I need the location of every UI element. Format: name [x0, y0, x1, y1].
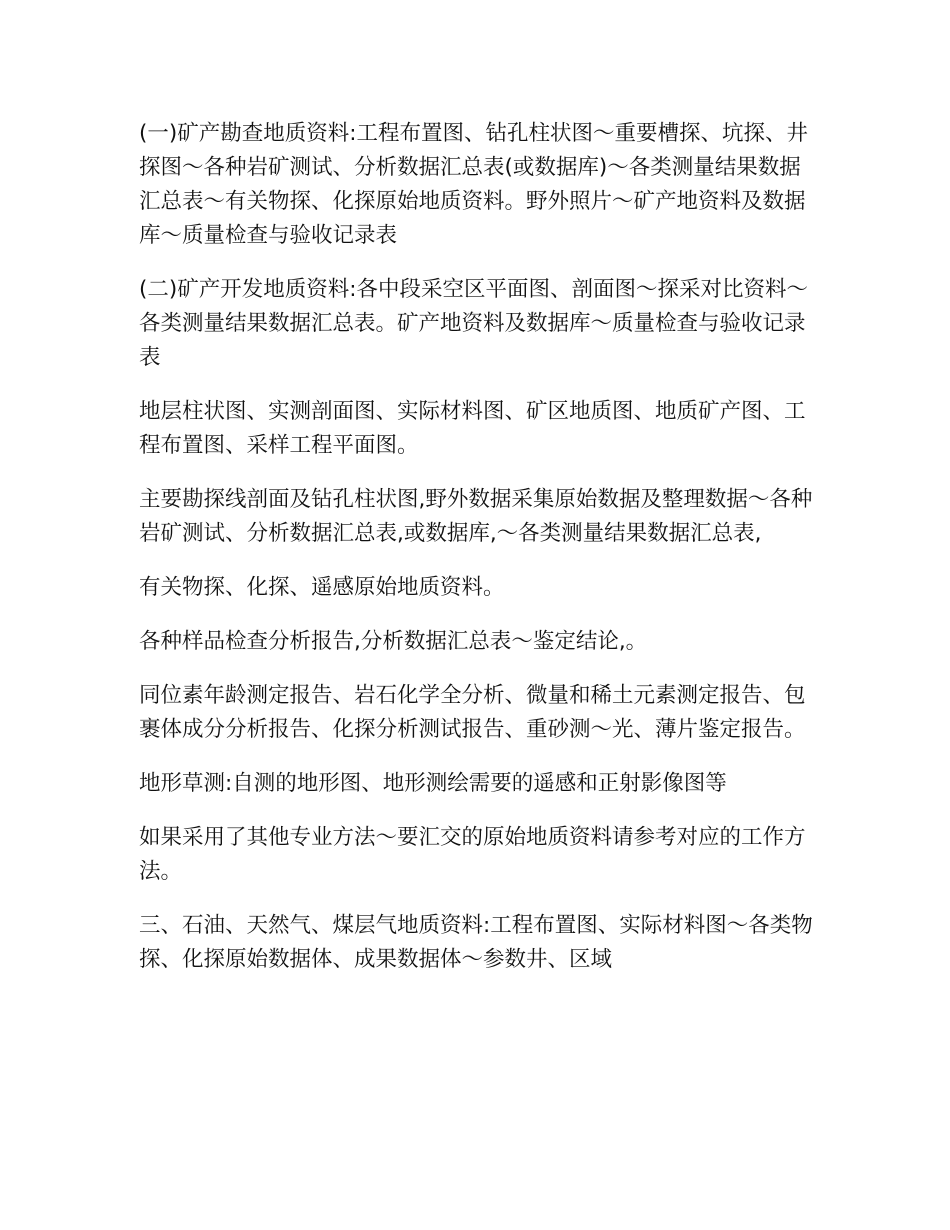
document-body	[139, 117, 819, 997]
paragraph-sample-reports: 各种样品检查分析报告,分析数据汇总表～鉴定结论,。	[139, 629, 648, 654]
paragraph-analysis-reports: 同位素年龄测定报告、岩石化学全分析、微量和稀土元素测定报告、包裹体成分分析报告、化探分析测试报告、重砂测～光、薄片鉴定报告。	[139, 683, 806, 742]
paragraph-other-methods: 如果采用了其他专业方法～要汇交的原始地质资料请参考对应的工作方法。	[139, 825, 806, 884]
paragraph-maps: 地层柱状图、实测剖面图、实际材料图、矿区地质图、地质矿产图、工程布置图、采样工程平面图。	[139, 399, 806, 458]
paragraph-terrain-survey: 地形草测:自测的地形图、地形测绘需要的遥感和正射影像图等	[139, 771, 727, 796]
paragraph-mineral-development: (二)矿产开发地质资料:各中段采空区平面图、剖面图～探采对比资料～各类测量结果数据汇总表。矿产地资料及数据库～质量检查与验收记录表	[139, 277, 809, 370]
paragraph-mineral-exploration: (一)矿产勘查地质资料:工程布置图、钻孔柱状图～重要槽探、坑探、井探图～各种岩矿测试、分析数据汇总表(或数据库)～各类测量结果数据汇总表～有关物探、化探原始地质资料。野外照片～矿产地资料及数据库～质量检查与验收记录表	[139, 121, 809, 248]
paragraph-profiles-boreholes: 主要勘探线剖面及钻孔柱状图,野外数据采集原始数据及整理数据～各种岩矿测试、分析数据汇总表,或数据库,～各类测量结果数据汇总表,	[139, 487, 813, 546]
paragraph-geophysics: 有关物探、化探、遥感原始地质资料。	[139, 575, 505, 600]
paragraph-petroleum-gas: 三、石油、天然气、煤层气地质资料:工程布置图、实际材料图～各类物探、化探原始数据体、成果数据体～参数井、区域	[139, 913, 813, 972]
